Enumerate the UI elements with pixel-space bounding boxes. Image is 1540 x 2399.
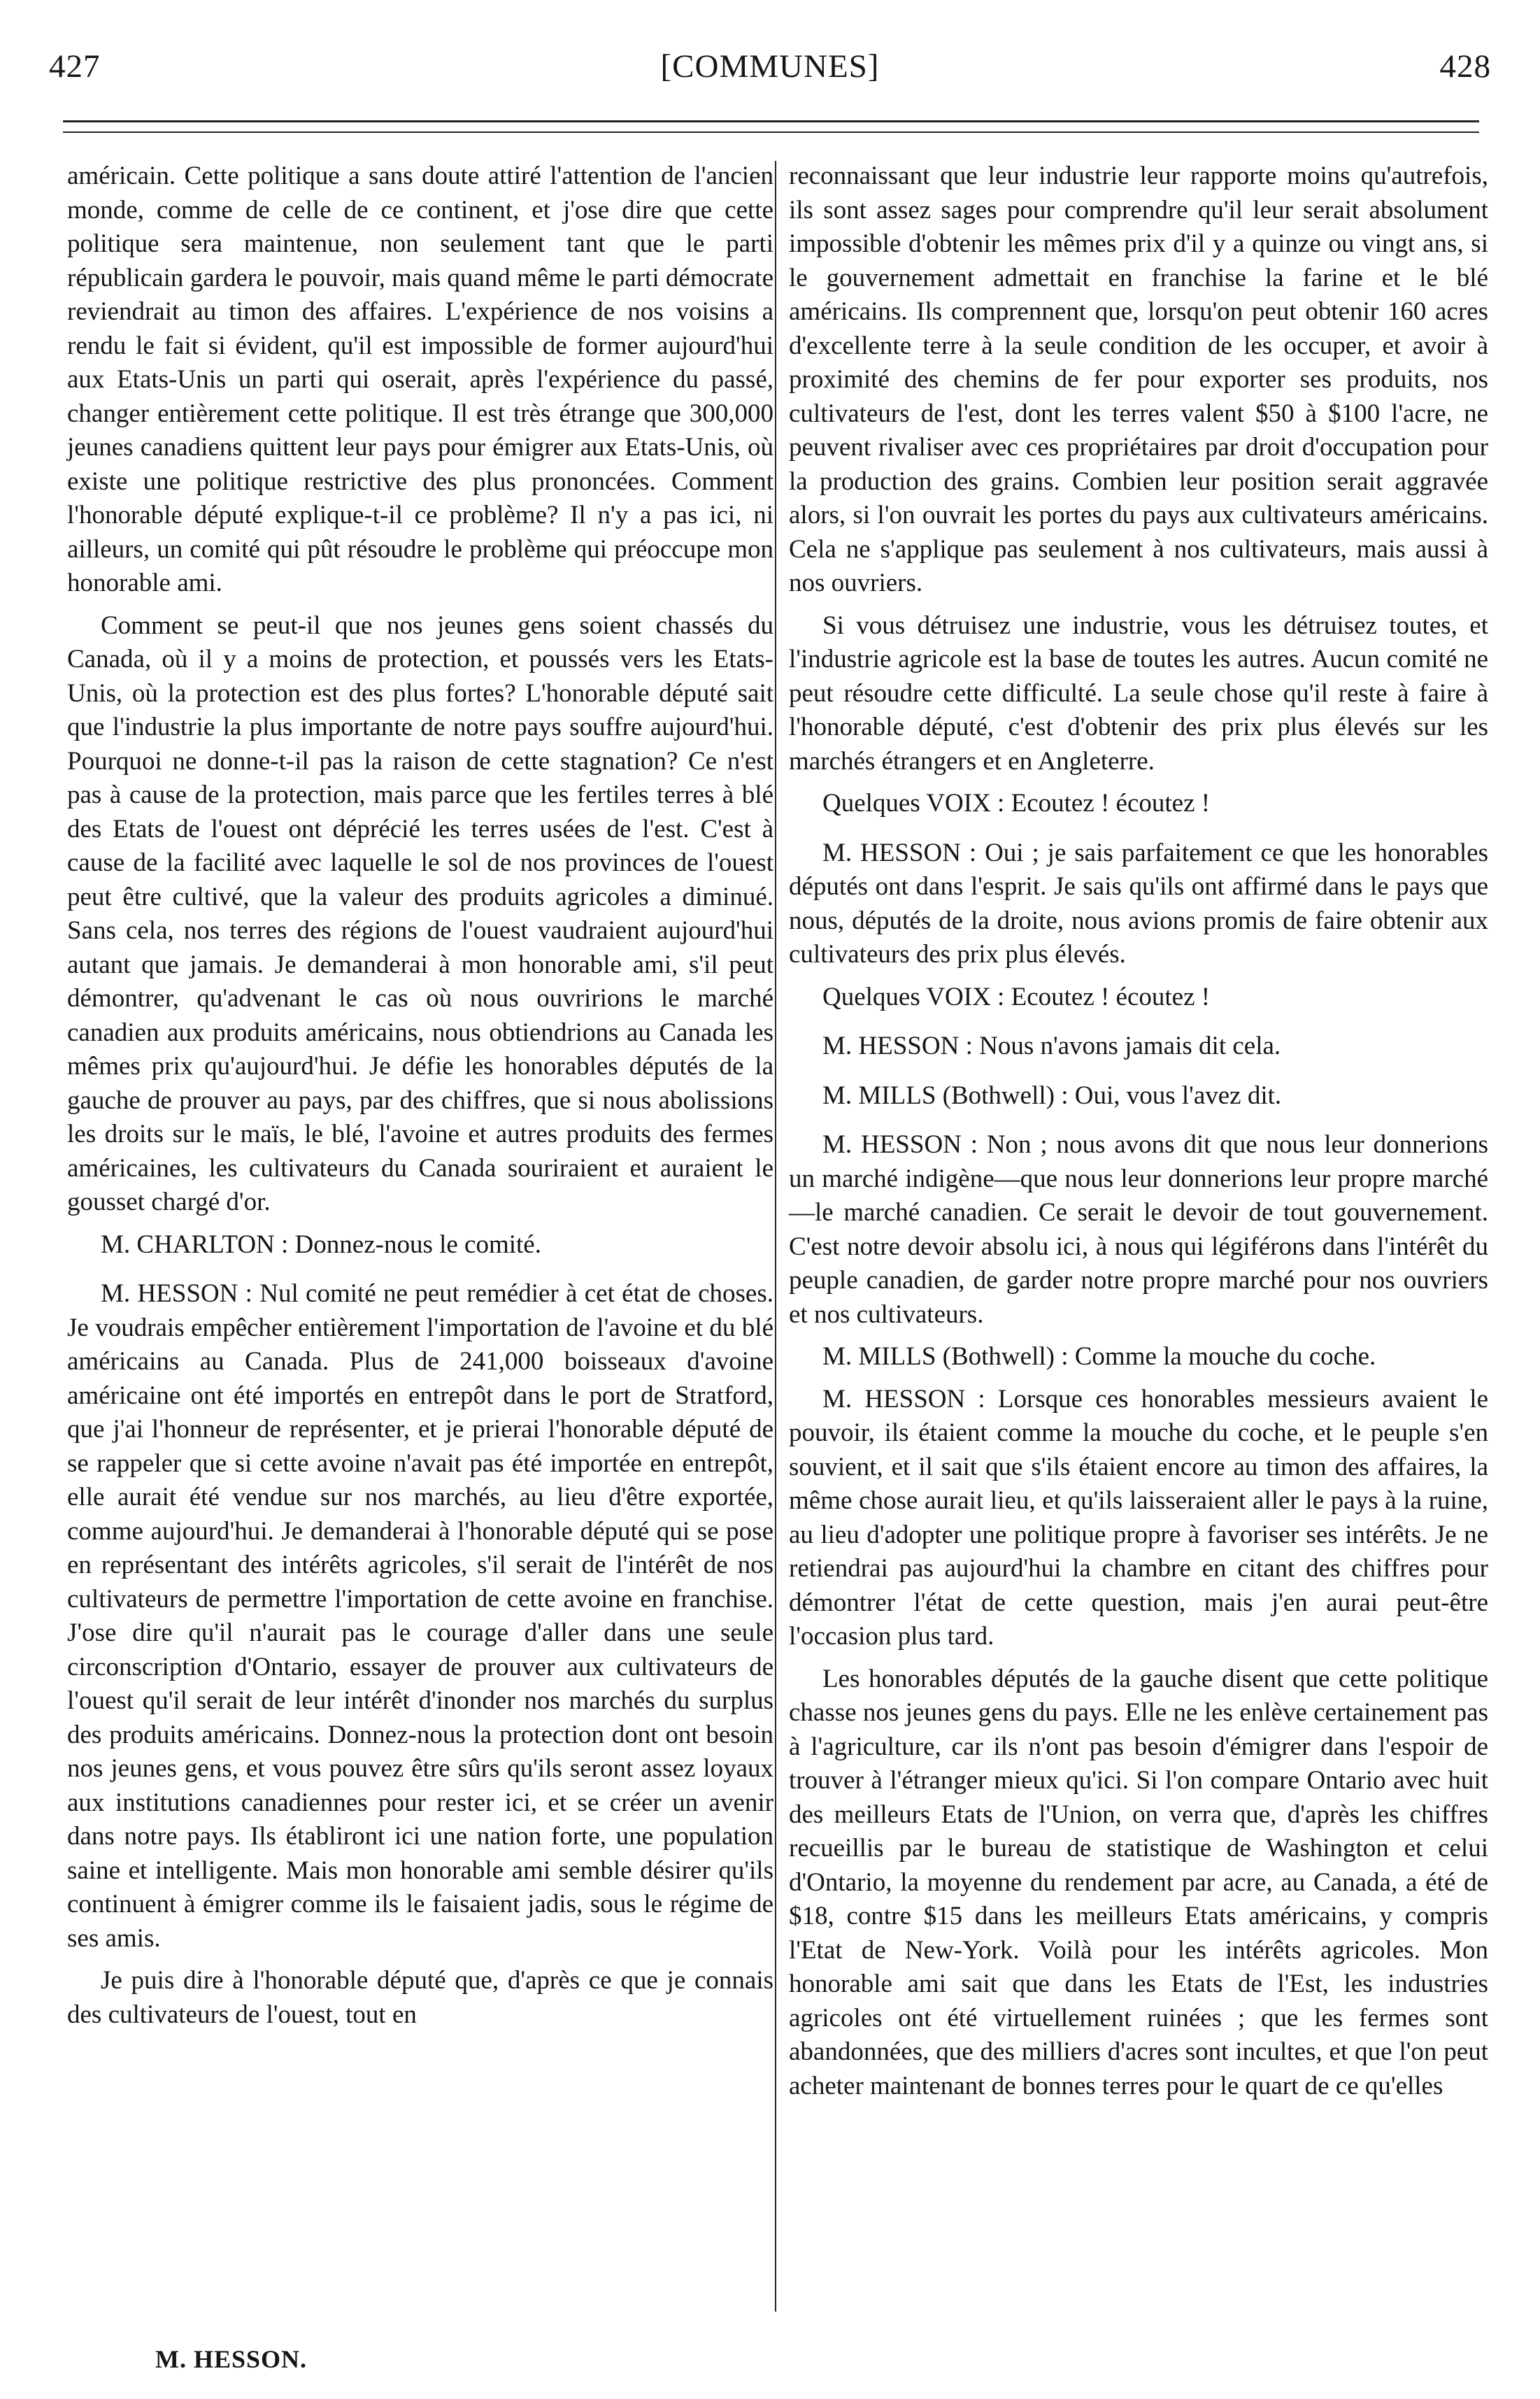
paragraph: Si vous détruisez une industrie, vous les détruisez toutes, et l'industrie agricole est la base de toutes les autres. Aucun comité ne peut résoudre cette difficulté. La seule chose qu'il reste à faire à l'honorable député, c'est d'obtenir des prix plus élevés sur les marchés étrangers et en Angleterre.: [789, 611, 1488, 776]
left-column: [67, 159, 773, 2040]
paragraph: Quelques VOIX : Ecoutez ! écoutez !: [822, 789, 1211, 818]
section-title: [COMMUNES]: [660, 48, 880, 85]
paragraph: M. HESSON : Nul comité ne peut remédier à cet état de choses. Je voudrais empêcher entièrement l'importation de l'avoine et du blé américains au Canada. Plus de 241,000 boisseaux d'avoine américaine ont été importés en entrepôt dans le port de Stratford, que j'ai l'honneur de représenter, et je prierai l'honorable député de se rappeler que si cette avoine n'avait pas été importée en entrepôt, elle aurait été vendue sur nos marchés, au lieu d'être exportée, comme aujourd'hui. Je demanderai à l'honorable député qui se pose en représentant des intérêts agricoles, s'il serait de l'intérêt de nos cultivateurs de permettre l'importation de cette avoine en franchise. J'ose dire qu'il n'aurait pas le courage d'aller dans une seule circonscription d'Ontario, essayer de prouver aux cultivateurs de l'ouest qu'il serait de leur intérêt d'inonder nos marchés du surplus des produits américains. Donnez-nous la protection dont ont besoin nos jeunes gens, et vous pouvez être sûrs qu'ils seront assez loyaux aux institutions canadiennes pour rester ici, et se créer un avenir dans notre pays. Ils établiront ici une nation forte, une population saine et intelligente. Mais mon honorable ami semble désirer qu'ils continuent à émigrer comme ils le faisaient jadis, sous le régime de ses amis.: [67, 1279, 773, 1953]
paragraph: M. HESSON : Lorsque ces honorables messieurs avaient le pouvoir, ils étaient comme la mouche du coche, et le peuple s'en souvient, et il sait que s'ils étaient encore au timon des affaires, la même chose aurait lieu, et qu'ils laisseraient aller le pays à la ruine, au lieu d'adopter une politique propre à favoriser ses intérêts. Je ne retiendrai pas aujourd'hui la chambre en citant des chiffres pour démontrer l'état de cette question, mais j'en aurai peut-être l'occasion plus tard.: [789, 1384, 1488, 1651]
paragraph: M. MILLS (Bothwell) : Comme la mouche du coche.: [822, 1342, 1376, 1371]
column-divider: [775, 161, 776, 2312]
right-column: [789, 159, 1488, 2112]
paragraph: américain. Cette politique a sans doute attiré l'attention de l'ancien monde, comme de celle de ce continent, et j'ose dire que cette politique sera maintenue, non seulement tant que le parti républicain gardera le pouvoir, mais quand même le parti démocrate reviendrait au timon des affaires. L'expérience de nos voisins a rendu le fait si évident, qu'il est impossible de former aujourd'hui aux Etats-Unis un parti qui oserait, après l'expérience du passé, changer entièrement cette politique. Il est très étrange que 300,000 jeunes canadiens quittent leur pays pour émigrer aux Etats-Unis, où existe une politique restrictive des plus prononcées. Comment l'honorable député explique-t-il ce problème? Il n'y a pas ici, ni ailleurs, un comité qui pût résoudre le problème qui préoccupe mon honorable ami.: [67, 162, 773, 597]
header-rule-top: [63, 120, 1479, 122]
page-header: [49, 42, 1491, 91]
page-number-left: 427: [49, 48, 101, 85]
paragraph: M. HESSON : Oui ; je sais parfaitement ce que les honorables députés ont dans l'esprit. Je sais qu'ils ont affirmé dans le pays que nous, députés de la droite, nous avions promis de faire obtenir aux cultivateurs des prix plus élevés.: [789, 838, 1488, 969]
paragraph: M. MILLS (Bothwell) : Oui, vous l'avez dit.: [822, 1081, 1282, 1110]
header-rule-bottom: [63, 131, 1479, 133]
paragraph: Comment se peut-il que nos jeunes gens soient chassés du Canada, où il y a moins de protection, et poussés vers les Etats-Unis, où la protection est des plus fortes? L'honorable député sait que l'industrie la plus importante de notre pays souffre aujourd'hui. Pourquoi ne donne-t-il pas la raison de cette stagnation? Ce n'est pas à cause de la protection, mais parce que les fertiles terres à blé des Etats de l'ouest ont déprécié les terres usées de l'est. C'est à cause de la facilité avec laquelle le sol de nos provinces de l'ouest peut être cultivé, que la valeur des produits agricoles a diminué. Sans cela, nos terres des régions de l'ouest vaudraient aujourd'hui autant que jamais. Je demanderai à mon honorable ami, s'il peut démontrer, qu'advenant le cas où nous ouvririons le marché canadien aux produits américains, nous obtiendrions au Canada les mêmes prix qu'aujourd'hui. Je défie les honorables députés de la gauche de prouver au pays, par des chiffres, que si nous abolissions les droits sur le maïs, le blé, l'avoine et autres produits des fermes américaines, les cultivateurs du Canada souriraient et auraient le gousset chargé d'or.: [67, 611, 773, 1216]
paragraph: Les honorables députés de la gauche disent que cette politique chasse nos jeunes gens du pays. Elle ne les enlève certainement pas à l'agriculture, car ils n'ont pas besoin d'émigrer dans l'espoir de trouver à l'étranger mieux qu'ici. Si l'on compare Ontario avec huit des meilleurs Etats de l'Union, on verra que, d'après les chiffres recueillis par le bureau de statistique de Washington et celui d'Ontario, la moyenne du rendement par acre, au Canada, a été de $18, contre $15 dans les meilleurs Etats américains, y compris l'Etat de New-York. Voilà pour les intérêts agricoles. Mon honorable ami sait que dans les Etats de l'Est, les industries agricoles ont été virtuellement ruinées ; que les fermes sont abandonnées, que des milliers d'acres sont incultes, et que l'on peut acheter maintenant de bonnes terres pour le quart de ce qu'elles: [789, 1664, 1488, 2100]
paragraph: Quelques VOIX : Ecoutez ! écoutez !: [822, 982, 1211, 1011]
page-number-right: 428: [1439, 48, 1491, 85]
footer-speaker: M. HESSON.: [155, 2345, 308, 2373]
paragraph: M. HESSON : Non ; nous avons dit que nous leur donnerions un marché indigène—que nous leur donnerions leur propre marché—le marché canadien. Ce serait le devoir de tout gouvernement. C'est notre devoir absolu ici, à nous qui légiférons dans l'intérêt du peuple canadien, de garder notre propre marché pour nos ouvriers et nos cultivateurs.: [789, 1130, 1488, 1329]
paragraph: Je puis dire à l'honorable député que, d'après ce que je connais des cultivateurs de l'ouest, tout en: [67, 1966, 773, 2029]
paragraph: reconnaissant que leur industrie leur rapporte moins qu'autrefois, ils sont assez sages pour comprendre qu'il leur serait absolument impossible d'obtenir les mêmes prix d'il y a quinze ou vingt ans, si le gouvernement admettait en franchise la farine et le blé américains. Ils comprennent que, lorsqu'on peut obtenir 160 acres d'excellente terre à la seule condition de les occuper, et avoir à proximité des chemins de fer pour exporter ses produits, nos cultivateurs de l'est, dont les terres valent $50 à $100 l'acre, ne peuvent rivaliser avec ces propriétaires par droit d'occupation pour la production des grains. Combien leur position serait aggravée alors, si l'on ouvrait les portes du pays aux cultivateurs américains. Cela ne s'applique pas seulement à nos cultivateurs, mais aussi à nos ouvriers.: [789, 162, 1488, 597]
paragraph: M. HESSON : Nous n'avons jamais dit cela.: [822, 1032, 1281, 1060]
paragraph: M. CHARLTON : Donnez-nous le comité.: [101, 1230, 541, 1259]
